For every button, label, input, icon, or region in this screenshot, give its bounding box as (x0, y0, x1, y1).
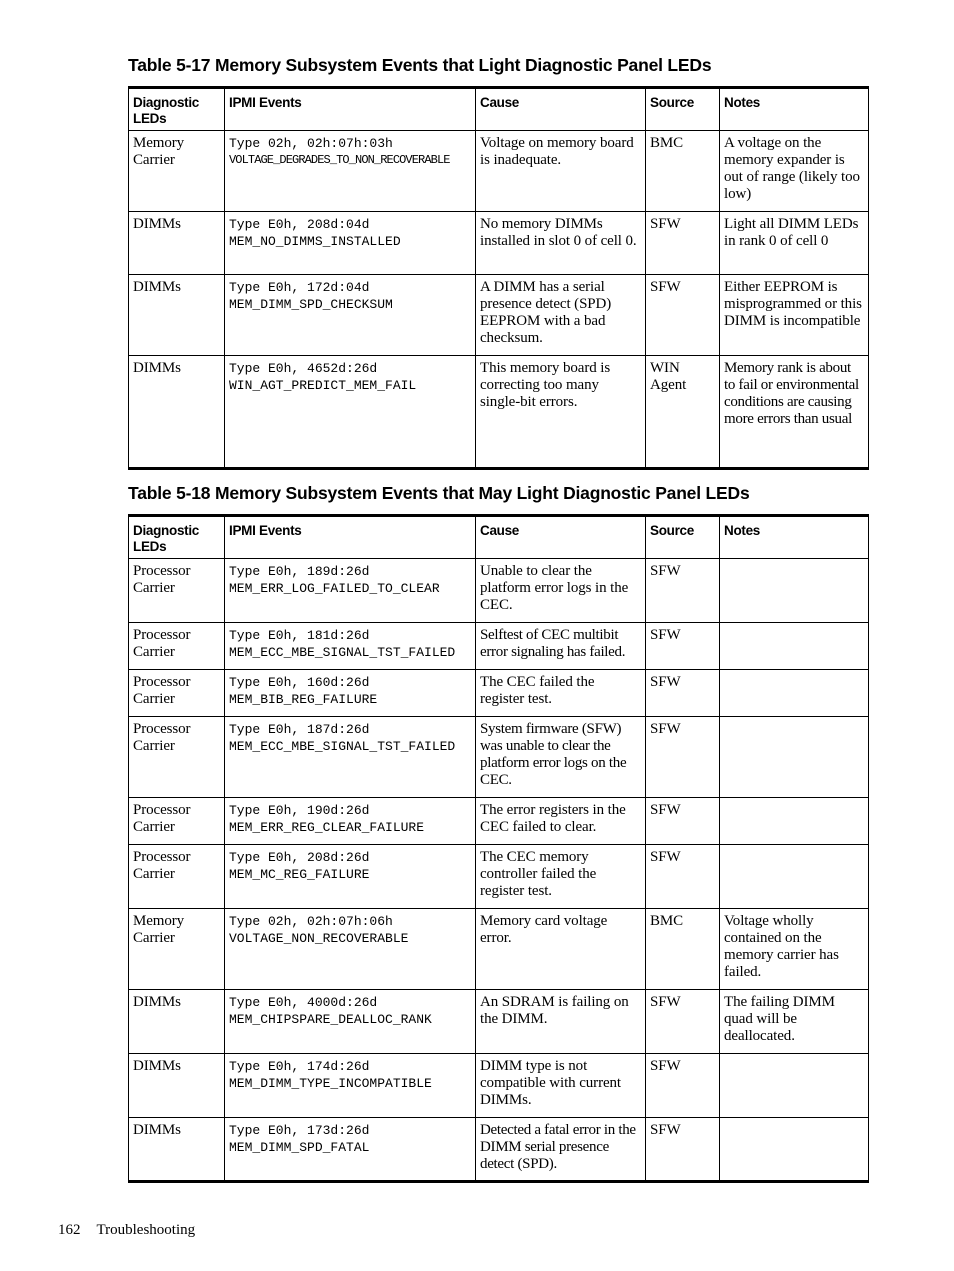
source-cell: WIN Agent (646, 356, 720, 469)
ipmi-cell (225, 131, 476, 212)
notes-cell (720, 559, 869, 623)
notes-cell: The failing DIMM quad will be deallocated. (720, 990, 869, 1054)
source-cell: SFW (646, 559, 720, 623)
table-row (129, 909, 869, 990)
ipmi-cell (225, 559, 476, 623)
event-type: Type 02h, 02h:07h:06h (229, 914, 393, 929)
cause-cell: Detected a fatal error in the DIMM serial presence detect (SPD). (476, 1118, 646, 1182)
source-cell: SFW (646, 990, 720, 1054)
header-row (129, 516, 869, 559)
event-type: Type E0h, 208d:04d (229, 217, 370, 232)
event-name: MEM_ERR_LOG_FAILED_TO_CLEAR (229, 581, 440, 596)
header-cell: Diagnostic LEDs (129, 516, 225, 559)
event-type: Type E0h, 173d:26d (229, 1123, 370, 1138)
led-cell: DIMMs (129, 212, 225, 275)
header-cell: Notes (720, 516, 869, 559)
event-type: Type 02h, 02h:07h:03h (229, 136, 393, 151)
event-name: MEM_DIMM_TYPE_INCOMPATIBLE (229, 1076, 432, 1091)
table-row (129, 670, 869, 717)
source-cell: SFW (646, 1054, 720, 1118)
notes-cell: A voltage on the memory expander is out of range (likely too low) (720, 131, 869, 212)
ipmi-cell (225, 909, 476, 990)
ipmi-cell (225, 1054, 476, 1118)
notes-cell (720, 1054, 869, 1118)
source-cell: SFW (646, 623, 720, 670)
events-table (128, 86, 869, 470)
header-cell: IPMI Events (225, 516, 476, 559)
event-name: MEM_CHIPSPARE_DEALLOC_RANK (229, 1012, 432, 1027)
table-row (129, 990, 869, 1054)
event-type: Type E0h, 172d:04d (229, 280, 370, 295)
source-cell: SFW (646, 670, 720, 717)
event-name: MEM_ECC_MBE_SIGNAL_TST_FAILED (229, 739, 456, 754)
notes-cell (720, 1118, 869, 1182)
notes-cell: Memory rank is about to fail or environmental conditions are causing more errors than usual (720, 356, 869, 469)
event-name: MEM_MC_REG_FAILURE (229, 867, 370, 882)
header-cell: Source (646, 516, 720, 559)
notes-cell (720, 717, 869, 798)
table-row (129, 1118, 869, 1182)
notes-cell (720, 623, 869, 670)
header-cell: Cause (476, 516, 646, 559)
table-row (129, 275, 869, 356)
event-type: Type E0h, 4000d:26d (229, 995, 378, 1010)
cause-cell: Unable to clear the platform error logs in the CEC. (476, 559, 646, 623)
section-name: Troubleshooting (96, 1222, 196, 1238)
notes-cell: Voltage wholly contained on the memory carrier has failed. (720, 909, 869, 990)
led-cell: DIMMs (129, 356, 225, 469)
table-row (129, 623, 869, 670)
table-caption: Table 5-17 Memory Subsystem Events that Light Diagnostic Panel LEDs (128, 55, 712, 75)
led-cell: Processor Carrier (129, 798, 225, 845)
cause-cell: Selftest of CEC multibit error signaling has failed. (476, 623, 646, 670)
header-cell: Notes (720, 88, 869, 131)
cause-cell: The CEC memory controller failed the register test. (476, 845, 646, 909)
header-cell: Diagnostic LEDs (129, 88, 225, 131)
ipmi-cell (225, 670, 476, 717)
led-cell: Memory Carrier (129, 909, 225, 990)
header-cell: Source (646, 88, 720, 131)
source-cell: SFW (646, 717, 720, 798)
event-name: MEM_NO_DIMMS_INSTALLED (229, 234, 401, 249)
cause-cell: The error registers in the CEC failed to clear. (476, 798, 646, 845)
table-row (129, 717, 869, 798)
table-row (129, 845, 869, 909)
source-cell: SFW (646, 275, 720, 356)
cause-cell: The CEC failed the register test. (476, 670, 646, 717)
table-row (129, 798, 869, 845)
led-cell: Processor Carrier (129, 623, 225, 670)
notes-cell: Either EEPROM is misprogrammed or this DIMM is incompatible (720, 275, 869, 356)
led-cell: DIMMs (129, 990, 225, 1054)
cause-cell: No memory DIMMs installed in slot 0 of cell 0. (476, 212, 646, 275)
ipmi-cell (225, 275, 476, 356)
table-row (129, 1054, 869, 1118)
ipmi-cell (225, 212, 476, 275)
source-cell: SFW (646, 1118, 720, 1182)
source-cell: BMC (646, 131, 720, 212)
ipmi-cell (225, 356, 476, 469)
cause-cell: A DIMM has a serial presence detect (SPD) EEPROM with a bad checksum. (476, 275, 646, 356)
notes-cell (720, 670, 869, 717)
table-caption: Table 5-18 Memory Subsystem Events that May Light Diagnostic Panel LEDs (128, 483, 750, 503)
event-type: Type E0h, 160d:26d (229, 675, 370, 690)
ipmi-cell (225, 798, 476, 845)
event-type: Type E0h, 181d:26d (229, 628, 370, 643)
header-cell: Cause (476, 88, 646, 131)
notes-cell (720, 798, 869, 845)
cause-cell: Memory card voltage error. (476, 909, 646, 990)
cause-cell: System firmware (SFW) was unable to clear the platform error logs on the CEC. (476, 717, 646, 798)
header-cell: IPMI Events (225, 88, 476, 131)
source-cell: SFW (646, 798, 720, 845)
page-footer (58, 1222, 195, 1239)
event-name: MEM_ECC_MBE_SIGNAL_TST_FAILED (229, 645, 456, 660)
ipmi-cell (225, 845, 476, 909)
led-cell: Processor Carrier (129, 717, 225, 798)
led-cell: DIMMs (129, 1118, 225, 1182)
notes-cell (720, 845, 869, 909)
page-number: 162 (58, 1222, 81, 1238)
event-name: MEM_DIMM_SPD_FATAL (229, 1140, 370, 1155)
events-table (128, 514, 869, 1183)
event-type: Type E0h, 190d:26d (229, 803, 370, 818)
ipmi-cell (225, 623, 476, 670)
event-type: Type E0h, 189d:26d (229, 564, 370, 579)
table-row (129, 131, 869, 212)
event-type: Type E0h, 208d:26d (229, 850, 370, 865)
table-row (129, 356, 869, 469)
event-type: Type E0h, 187d:26d (229, 722, 370, 737)
source-cell: SFW (646, 845, 720, 909)
cause-cell: An SDRAM is failing on the DIMM. (476, 990, 646, 1054)
header-row (129, 88, 869, 131)
source-cell: SFW (646, 212, 720, 275)
led-cell: DIMMs (129, 1054, 225, 1118)
source-cell: BMC (646, 909, 720, 990)
led-cell: Processor Carrier (129, 845, 225, 909)
ipmi-cell (225, 717, 476, 798)
event-type: Type E0h, 174d:26d (229, 1059, 370, 1074)
led-cell: Processor Carrier (129, 559, 225, 623)
event-name: MEM_ERR_REG_CLEAR_FAILURE (229, 820, 425, 835)
table-row (129, 559, 869, 623)
event-name: VOLTAGE_DEGRADES_TO_NON_RECOVERABLE (229, 153, 450, 167)
cause-cell: Voltage on memory board is inadequate. (476, 131, 646, 212)
event-name: WIN_AGT_PREDICT_MEM_FAIL (229, 378, 417, 393)
ipmi-cell (225, 1118, 476, 1182)
ipmi-cell (225, 990, 476, 1054)
table-row (129, 212, 869, 275)
event-name: MEM_DIMM_SPD_CHECKSUM (229, 297, 393, 312)
cause-cell: This memory board is correcting too many single-bit errors. (476, 356, 646, 469)
cause-cell: DIMM type is not compatible with current DIMMs. (476, 1054, 646, 1118)
notes-cell: Light all DIMM LEDs in rank 0 of cell 0 (720, 212, 869, 275)
led-cell: DIMMs (129, 275, 225, 356)
event-type: Type E0h, 4652d:26d (229, 361, 378, 376)
led-cell: Processor Carrier (129, 670, 225, 717)
event-name: VOLTAGE_NON_RECOVERABLE (229, 931, 409, 946)
event-name: MEM_BIB_REG_FAILURE (229, 692, 378, 707)
led-cell: Memory Carrier (129, 131, 225, 212)
